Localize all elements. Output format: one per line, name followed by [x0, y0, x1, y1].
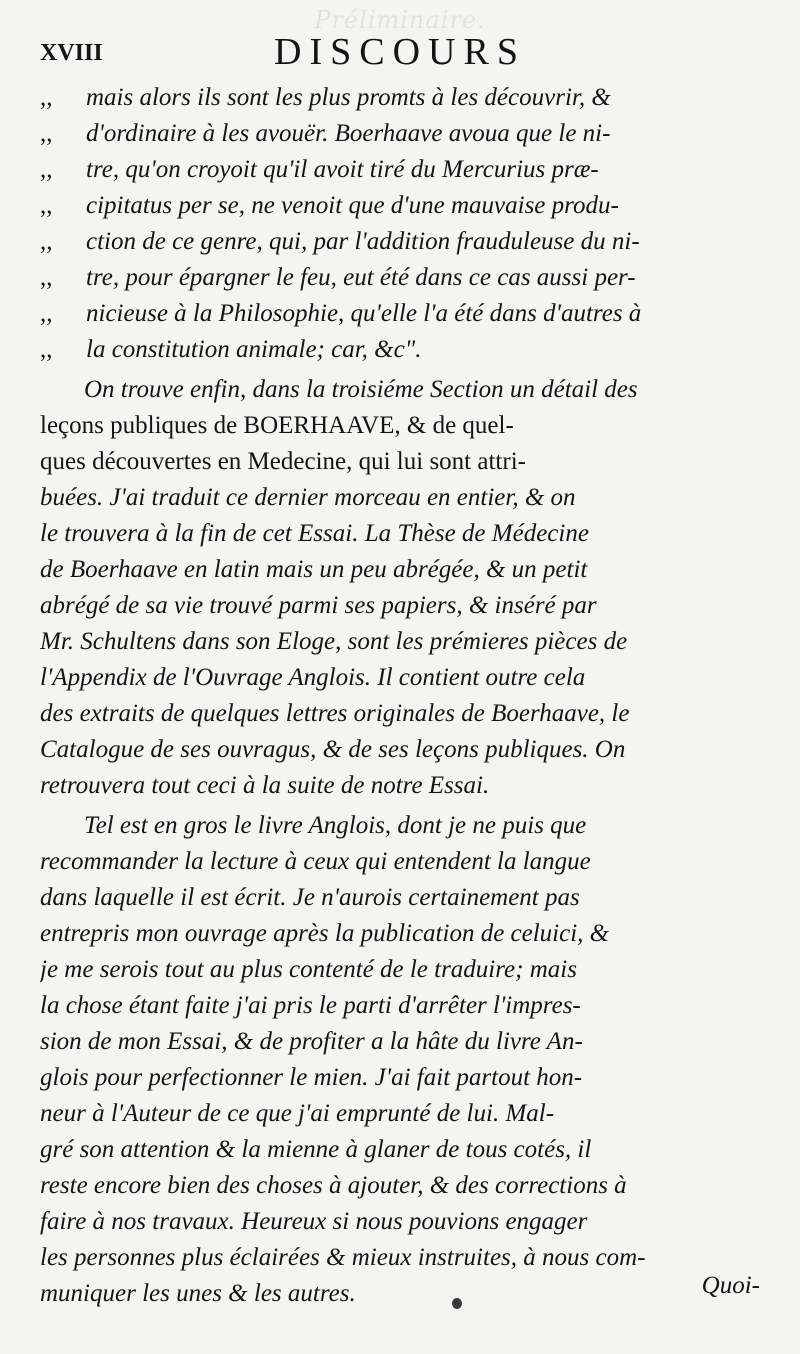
text-line: les personnes plus éclairées & mieux instruites, à nous com-: [40, 1244, 646, 1271]
text-line: ques découvertes en Medecine, qui lui sont attri-: [40, 448, 526, 475]
quoted-text-line: ,, tre, pour épargner le feu, eut été dans ce cas aussi per-: [40, 260, 760, 296]
quoted-text-line: ,, tre, qu'on croyoit qu'il avoit tiré du Mercurius præ-: [40, 152, 760, 188]
quoted-text-line: ,, cipitatus per se, ne venoit que d'une mauvaise produ-: [40, 188, 760, 224]
quoted-text-line: ,, ction de ce genre, qui, par l'addition frauduleuse du ni-: [40, 224, 760, 260]
text-line: buées. J'ai traduit ce dernier morceau en entier, & on: [40, 484, 576, 511]
text-line: le trouvera à la fin de cet Essai. La Thèse de Médecine: [40, 520, 589, 547]
text-line: glois pour perfectionner le mien. J'ai fait partout hon-: [40, 1064, 583, 1091]
paragraph: [40, 372, 760, 804]
text-line: leçons publiques de BOERHAAVE, & de quel-: [40, 412, 514, 439]
bleed-through-text: Préliminaire.: [314, 6, 486, 34]
text-line: des extraits de quelques lettres originales de Boerhaave, le: [40, 700, 630, 727]
text-line: Tel est en gros le livre Anglois, dont je ne puis que: [84, 812, 587, 839]
text-line: reste encore bien des choses à ajouter, & des corrections à: [40, 1172, 627, 1199]
page-body: [40, 80, 760, 1312]
quoted-text-line: ,, mais alors ils sont les plus promts à les découvrir, &: [40, 80, 760, 116]
text-line: dans laquelle il est écrit. Je n'aurois certainement pas: [40, 884, 580, 911]
quoted-text-line: ,, nicieuse à la Philosophie, qu'elle l'a été dans d'autres à: [40, 296, 760, 332]
catchword: Quoi-: [701, 1272, 760, 1299]
page-number: XVIII: [40, 40, 103, 66]
text-line: neur à l'Auteur de ce que j'ai emprunté de lui. Mal-: [40, 1100, 555, 1127]
text-line: muniquer les unes & les autres.: [40, 1280, 356, 1307]
text-line: Mr. Schultens dans son Eloge, sont les prémieres pièces de: [40, 628, 628, 655]
running-title: DISCOURS: [274, 31, 526, 73]
text-line: la chose étant faite j'ai pris le parti d'arrêter l'impres-: [40, 992, 581, 1019]
text-line: de Boerhaave en latin mais un peu abrégée, & un petit: [40, 556, 588, 583]
paragraph: [40, 808, 760, 1312]
text-line: gré son attention & la mienne à glaner de tous cotés, il: [40, 1136, 592, 1163]
text-line: faire à nos travaux. Heureux si nous pouvions engager: [40, 1208, 588, 1235]
page-header: [40, 30, 760, 78]
text-line: retrouvera tout ceci à la suite de notre Essai.: [40, 772, 490, 799]
text-line: je me serois tout au plus contenté de le traduire; mais: [40, 956, 577, 983]
ink-blot: [452, 1298, 462, 1309]
text-line: recommander la lecture à ceux qui entendent la langue: [40, 848, 591, 875]
text-line: On trouve enfin, dans la troisiéme Section un détail des: [84, 376, 638, 403]
text-line: abrégé de sa vie trouvé parmi ses papiers, & inséré par: [40, 592, 597, 619]
text-line: l'Appendix de l'Ouvrage Anglois. Il contient outre cela: [40, 664, 586, 691]
text-line: Catalogue de ses ouvragus, & de ses leçons publiques. On: [40, 736, 626, 763]
text-line: sion de mon Essai, & de profiter a la hâte du livre An-: [40, 1028, 583, 1055]
quoted-text-line: ,, d'ordinaire à les avouër. Boerhaave avoua que le ni-: [40, 116, 760, 152]
text-line: entrepris mon ouvrage après la publication de celuici, &: [40, 920, 610, 947]
paragraph: [40, 80, 760, 368]
quoted-text-line: ,, la constitution animale; car, &c".: [40, 332, 760, 368]
